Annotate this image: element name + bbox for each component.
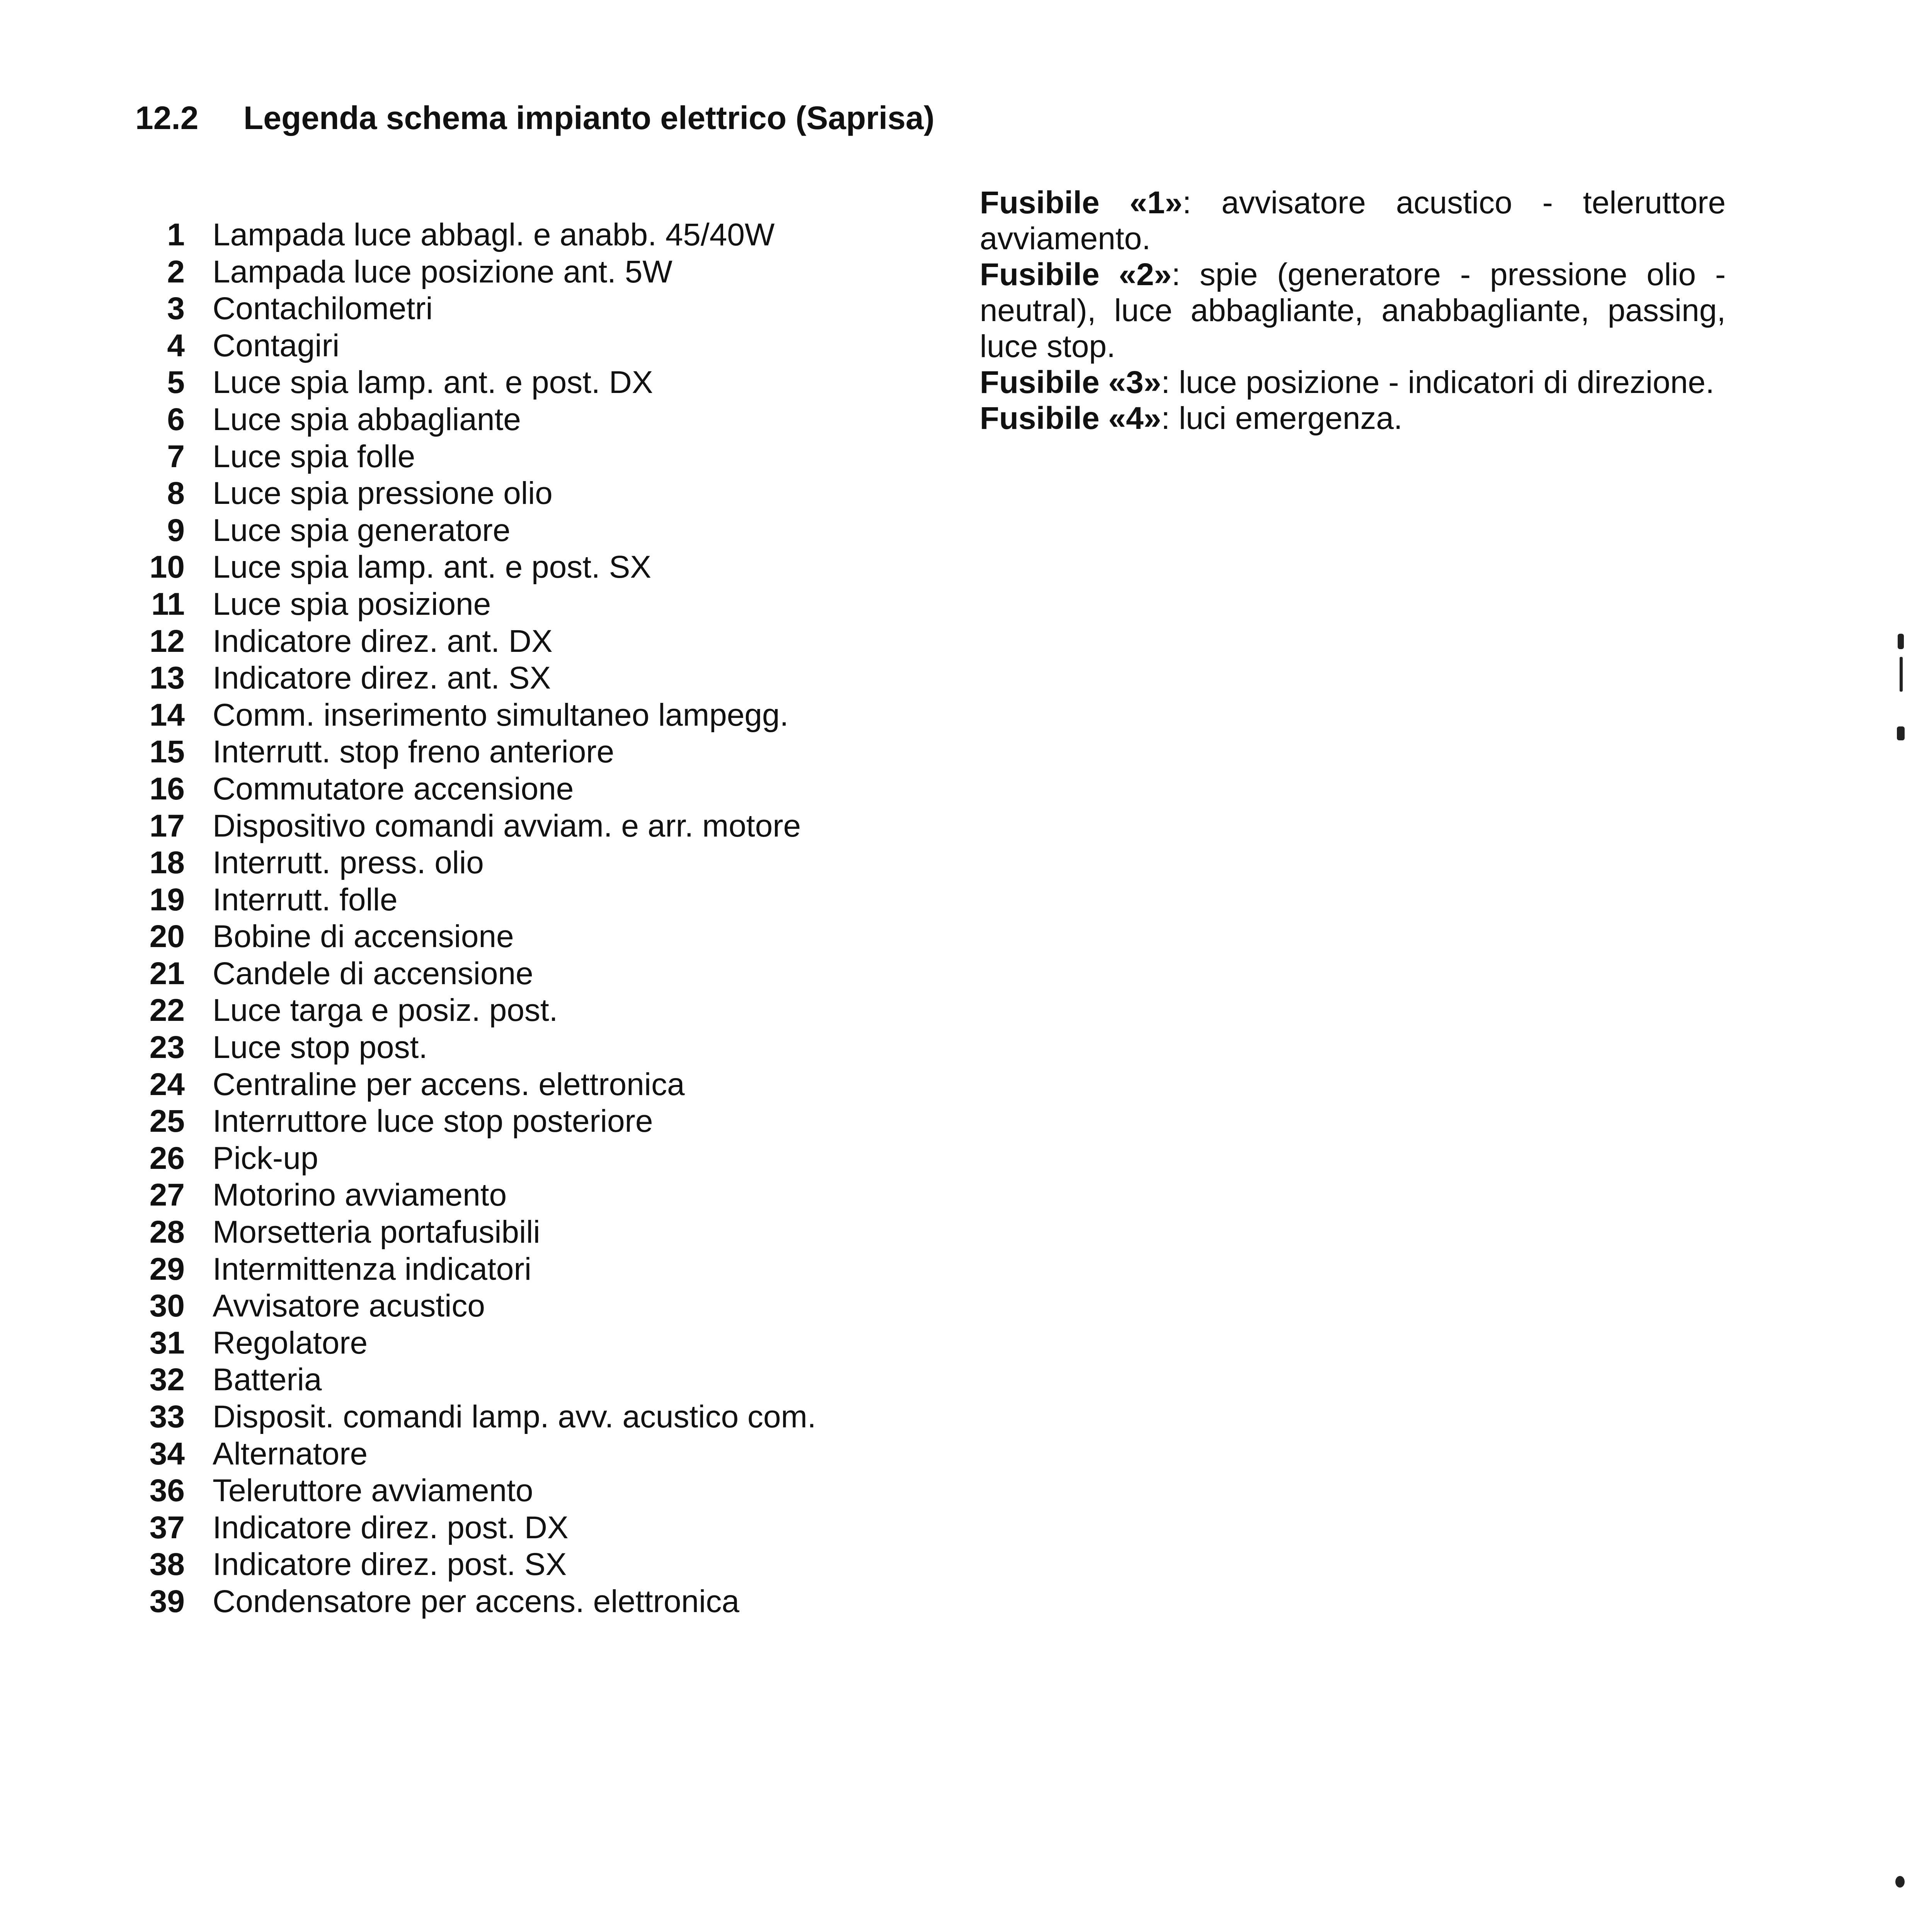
legend-item: [135, 992, 908, 1029]
legend-item: [135, 475, 908, 512]
legend-text: Luce spia folle: [213, 439, 415, 474]
legend-text: Motorino avviamento: [213, 1177, 507, 1213]
legend-item: [135, 512, 908, 549]
legend-text: Pick-up: [213, 1140, 318, 1176]
legend-number: 39: [149, 1583, 185, 1619]
legend-item: [135, 697, 908, 734]
legend-item: [135, 1177, 908, 1214]
legend-text: Avvisatore acustico: [213, 1288, 485, 1324]
legend-text: Luce stop post.: [213, 1030, 428, 1065]
legend-number: 1: [167, 217, 185, 252]
legend-item: [135, 660, 908, 697]
fuse-label: Fusibile «2»: [980, 257, 1172, 292]
legend-number: 13: [149, 660, 185, 696]
legend-item: [135, 1325, 908, 1362]
legend-text: Indicatore direz. ant. DX: [213, 623, 553, 659]
legend-text: Regolatore: [213, 1325, 368, 1361]
legend-number: 29: [149, 1251, 185, 1287]
legend-text: Contachilometri: [213, 291, 433, 327]
legend-item: [135, 1287, 908, 1325]
legend-number: 20: [149, 919, 185, 954]
legend-number: 23: [149, 1030, 185, 1065]
legend-text: Teleruttore avviamento: [213, 1473, 533, 1509]
legend-item: [135, 1066, 908, 1103]
legend-text: Interrutt. press. olio: [213, 845, 484, 881]
legend-item: [135, 290, 908, 327]
legend-number: 30: [149, 1288, 185, 1324]
legend-text: Luce spia lamp. ant. e post. SX: [213, 549, 651, 585]
legend-number: 22: [149, 993, 185, 1028]
legend-text: Luce spia pressione olio: [213, 476, 553, 511]
legend-number: 21: [149, 956, 185, 991]
legend-text: Dispositivo comandi avviam. e arr. motore: [213, 808, 801, 844]
legend-number: 36: [149, 1473, 185, 1509]
legend-number: 10: [149, 549, 185, 585]
legend-item: [135, 1472, 908, 1509]
fuse-entry: [980, 364, 1726, 400]
legend-text: Lampada luce posizione ant. 5W: [213, 254, 672, 289]
legend-number: 37: [149, 1510, 185, 1545]
legend-number: 18: [149, 845, 185, 881]
legend-text: Commutatore accensione: [213, 771, 574, 806]
legend-item: [135, 253, 908, 291]
legend-text: Alternatore: [213, 1436, 368, 1471]
legend-number: 26: [149, 1140, 185, 1176]
legend-text: Batteria: [213, 1362, 322, 1398]
legend-item: [135, 1435, 908, 1473]
legend-text: Interrutt. stop freno anteriore: [213, 734, 615, 770]
legend-item: [135, 1546, 908, 1583]
legend-text: Centraline per accens. elettronica: [213, 1066, 685, 1102]
legend-text: Intermittenza indicatori: [213, 1251, 531, 1287]
legend-number: 4: [167, 328, 185, 363]
legend-text: Condensatore per accens. elettronica: [213, 1583, 739, 1619]
legend-number: 16: [149, 771, 185, 806]
scan-mark: [1898, 634, 1904, 649]
scan-mark: [1897, 726, 1905, 740]
legend-number: 12: [149, 623, 185, 659]
legend-text: Comm. inserimento simultaneo lampegg.: [213, 697, 789, 733]
legend-number: 2: [167, 254, 185, 289]
fuse-label: Fusibile «3»: [980, 365, 1161, 400]
legend-item: [135, 1251, 908, 1288]
legend-item: [135, 1029, 908, 1066]
legend-item: [135, 1140, 908, 1177]
legend-number: 25: [149, 1104, 185, 1139]
legend-item: [135, 733, 908, 770]
fuse-description: : avvisatore acustico - teleruttore avviamento.: [980, 185, 1726, 256]
legend-text: Luce spia lamp. ant. e post. DX: [213, 365, 653, 400]
fuse-description: : spie (generatore - pressione olio - neutral), luce abbagliante, anabbagliante, passing, luce stop.: [980, 257, 1726, 364]
legend-text: Indicatore direz. post. SX: [213, 1547, 567, 1582]
legend-number: 9: [167, 512, 185, 548]
legend-item: [135, 955, 908, 992]
fuse-entry: [980, 257, 1726, 364]
fuse-description: : luci emergenza.: [1161, 401, 1403, 436]
scan-mark: [1895, 1876, 1905, 1888]
legend-text: Luce targa e posiz. post.: [213, 993, 558, 1028]
legend-number: 6: [167, 401, 185, 437]
legend-number: 31: [149, 1325, 185, 1361]
legend-item: [135, 401, 908, 438]
legend-number: 11: [151, 586, 185, 622]
section-number: 12.2: [135, 100, 199, 136]
section-title: Legenda schema impianto elettrico (Saprisa): [243, 100, 935, 136]
legend-number: 34: [149, 1436, 185, 1471]
section-heading: [135, 99, 997, 137]
legend-item: [135, 586, 908, 623]
legend-item: [135, 549, 908, 586]
legend-text: Interruttore luce stop posteriore: [213, 1104, 653, 1139]
fuse-label: Fusibile «4»: [980, 401, 1161, 436]
legend-text: Bobine di accensione: [213, 919, 514, 954]
legend-text: Morsetteria portafusibili: [213, 1214, 540, 1250]
legend-text: Luce spia abbagliante: [213, 401, 521, 437]
legend-item: [135, 1214, 908, 1251]
legend-text: Luce spia generatore: [213, 512, 511, 548]
legend-number: 17: [149, 808, 185, 844]
legend-item: [135, 1361, 908, 1398]
legend-number: 33: [149, 1399, 185, 1434]
legend-item: [135, 918, 908, 955]
legend-item: [135, 364, 908, 401]
legend-text: Disposit. comandi lamp. avv. acustico com.: [213, 1399, 816, 1434]
legend-number: 14: [149, 697, 185, 733]
legend-number: 32: [149, 1362, 185, 1398]
legend-item: [135, 438, 908, 475]
legend-text: Lampada luce abbagl. e anabb. 45/40W: [213, 217, 775, 252]
legend-text: Candele di accensione: [213, 956, 533, 991]
legend-text: Indicatore direz. post. DX: [213, 1510, 569, 1545]
legend-number: 27: [149, 1177, 185, 1213]
fuse-description: : luce posizione - indicatori di direzione.: [1161, 365, 1714, 400]
legend-number: 7: [167, 439, 185, 474]
legend-item: [135, 1103, 908, 1140]
legend-text: Indicatore direz. ant. SX: [213, 660, 551, 696]
legend-item: [135, 808, 908, 845]
legend-item: [135, 770, 908, 808]
legend-text: Contagiri: [213, 328, 340, 363]
legend-number: 15: [149, 734, 185, 770]
fuse-entry: [980, 185, 1726, 257]
legend-text: Luce spia posizione: [213, 586, 491, 622]
fuse-label: Fusibile «1»: [980, 185, 1183, 220]
legend-item: [135, 327, 908, 364]
legend-item: [135, 1398, 908, 1435]
scan-mark: [1900, 657, 1903, 692]
legend-text: Interrutt. folle: [213, 882, 398, 917]
legend-number: 19: [149, 882, 185, 917]
legend-item: [135, 216, 908, 253]
legend-number: 3: [167, 291, 185, 327]
legend-number: 24: [149, 1066, 185, 1102]
legend-item: [135, 623, 908, 660]
legend-number: 38: [149, 1547, 185, 1582]
legend-number: 8: [167, 476, 185, 511]
legend-item: [135, 844, 908, 881]
legend-item: [135, 1509, 908, 1546]
legend-list: [135, 216, 908, 1620]
fuse-notes: [980, 185, 1726, 436]
legend-item: [135, 881, 908, 918]
legend-number: 28: [149, 1214, 185, 1250]
fuse-entry: [980, 400, 1726, 436]
legend-item: [135, 1583, 908, 1620]
legend-number: 5: [167, 365, 185, 400]
